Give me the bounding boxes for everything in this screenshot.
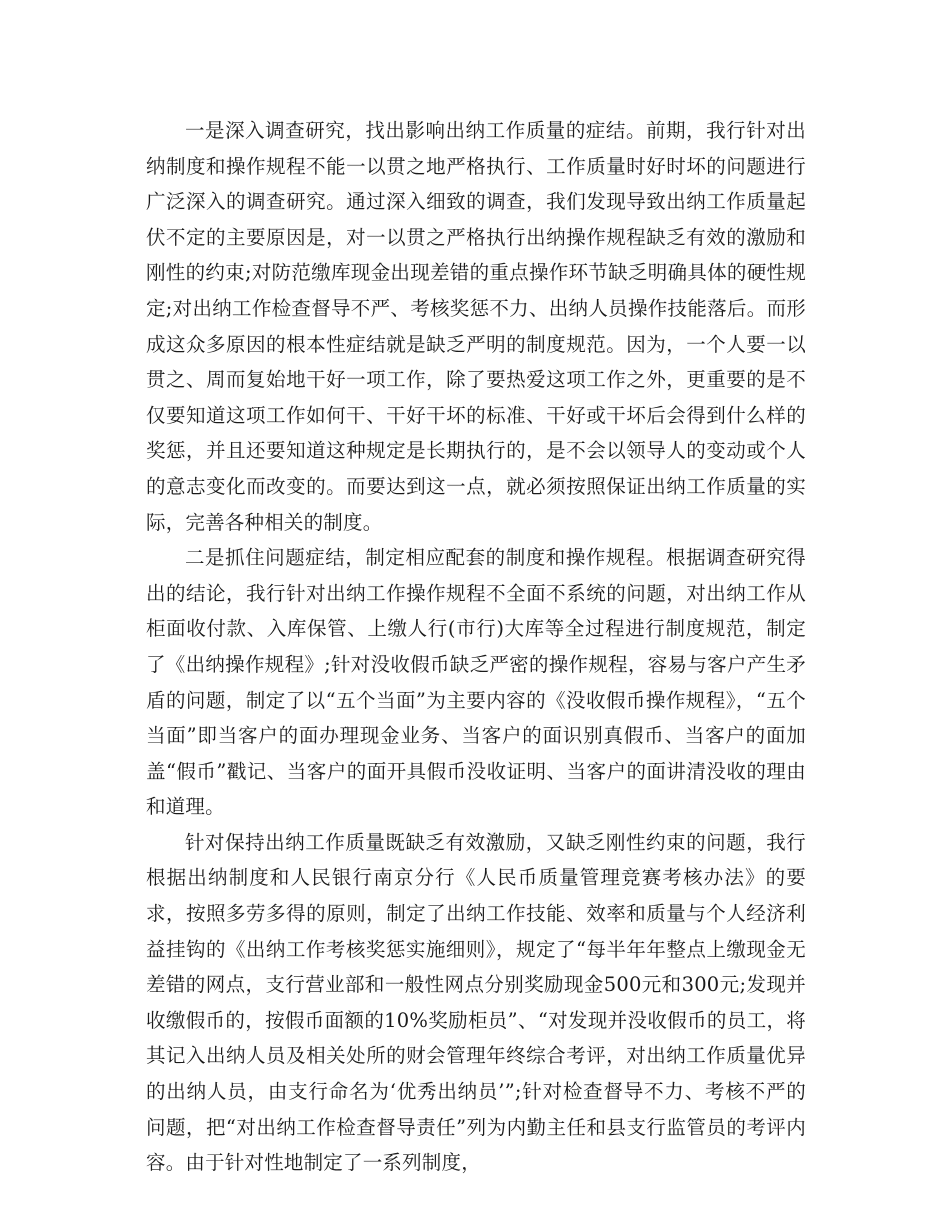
paragraph-regulations: 二是抓住问题症结，制定相应配套的制度和操作规程。根据调查研究得出的结论，我行针对出纳工作操作规程不全面不系统的问题，对出纳工作从柜面收付款、入库保管、上缴人行(市行)大库等全过程进行制度规范，制定了《出纳操作规程》;针对没收假币缺乏严密的操作规程，容易与客户产生矛盾的问题，制定了以“五个当面”为主要内容的《没收假币操作规程》，“五个当面”即当客户的面办理现金业务、当客户的面识别真假币、当客户的面加盖“假币”戳记、当客户的面开具假币没收证明、当客户的面讲清没收的理由和道理。	[146, 546, 806, 819]
paragraph-incentives: 针对保持出纳工作质量既缺乏有效激励，又缺乏刚性约束的问题，我行根据出纳制度和人民银行南京分行《人民币质量管理竞赛考核办法》的要求，按照多劳多得的原则，制定了出纳工作技能、效率和质量与个人经济利益挂钩的《出纳工作考核奖惩实施细则》，规定了“每半年年整点上缴现金无差错的网点，支行营业部和一般性网点分别奖励现金500元和300元;发现并收缴假币的，按假币面额的10%奖励柜员”、“对发现并没收假币的员工，将其记入出纳人员及相关处所的财会管理年终综合考评，对出纳工作质量优异的出纳人员，由支行命名为‘优秀出纳员’”;针对检查督导不力、考核不严的问题，把“对出纳工作检查督导责任”列为内勤主任和县支行监管员的考评内容。由于针对性地制定了一系列制度，	[146, 830, 806, 1175]
document-body	[146, 113, 806, 1181]
paragraph-investigation: 一是深入调查研究，找出影响出纳工作质量的症结。前期，我行针对出纳制度和操作规程不能一以贯之地严格执行、工作质量时好时坏的问题进行广泛深入的调查研究。通过深入细致的调查，我们发现导致出纳工作质量起伏不定的主要原因是，对一以贯之严格执行出纳操作规程缺乏有效的激励和刚性的约束;对防范缴库现金出现差错的重点操作环节缺乏明确具体的硬性规定;对出纳工作检查督导不严、考核奖惩不力、出纳人员操作技能落后。而形成这众多原因的根本性症结就是缺乏严明的制度规范。因为，一个人要一以贯之、周而复始地干好一项工作，除了要热爱这项工作之外，更重要的是不仅要知道这项工作如何干、干好干坏的标准、干好或干坏后会得到什么样的奖惩，并且还要知道这种规定是长期执行的，是不会以领导人的变动或个人的意志变化而改变的。而要达到这一点，就必须按照保证出纳工作质量的实际，完善各种相关的制度。	[146, 119, 806, 534]
